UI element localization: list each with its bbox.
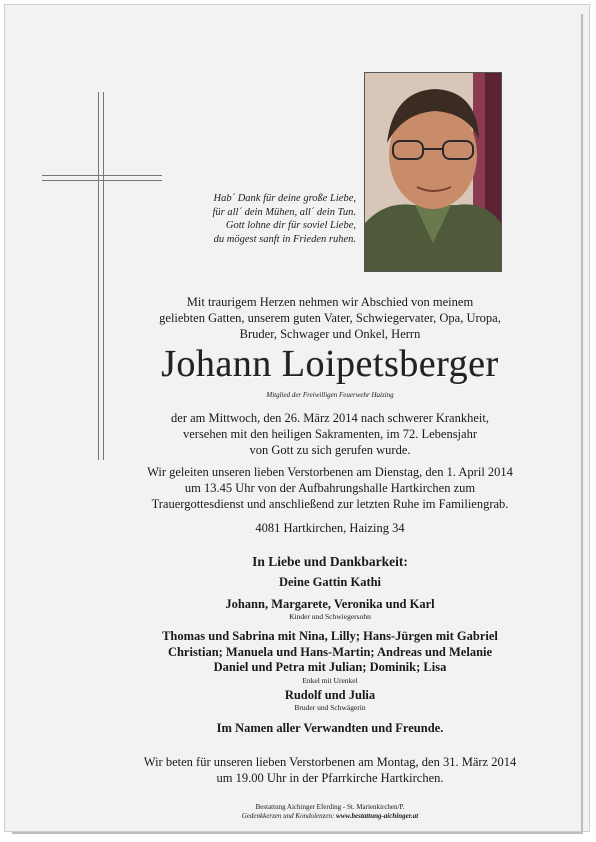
- deceased-name: Johann Loipetsberger: [161, 343, 499, 385]
- prayer-line: um 19.00 Uhr in der Pfarrkirche Hartkirchen.: [216, 771, 444, 785]
- grandchildren-line: Christian; Manuela und Hans-Martin; Andreas und Melanie: [167, 644, 493, 659]
- undertaker-name: Bestattung Aichinger Eferding - St. Marienkirchen/P.: [255, 803, 405, 811]
- poem-line: für all´ dein Mühen, all´ dein Tun.: [212, 206, 356, 218]
- intro-line: geliebten Gatten, unserem guten Vater, Schwiegervater, Opa, Uropa,: [159, 311, 501, 325]
- memorial-poem: [160, 192, 356, 246]
- grandchildren-line: Daniel und Petra mit Julian; Dominik; Lisa: [213, 660, 447, 674]
- death-notice-line: der am Mittwoch, den 26. März 2014 nach schwerer Krankheit,: [171, 411, 489, 425]
- grandchildren-names: [90, 629, 570, 676]
- funeral-line: Wir geleiten unseren lieben Verstorbenen am Dienstag, den 1. April 2014: [147, 465, 513, 479]
- wife-name: Deine Gattin Kathi: [278, 575, 382, 589]
- grandchildren-line: Thomas und Sabrina mit Nina, Lilly; Hans-Jürgen mit Gabriel: [162, 629, 498, 643]
- intro-line: Bruder, Schwager und Onkel, Herrn: [239, 327, 421, 341]
- portrait-illustration: [365, 73, 501, 271]
- poem-line: du mögest sanft in Frieden ruhen.: [213, 233, 356, 245]
- funeral-details: [90, 464, 570, 512]
- portrait-photo: [364, 72, 502, 272]
- closing-line: Im Namen aller Verwandten und Freunde.: [216, 721, 444, 735]
- death-notice-line: von Gott zu sich gerufen wurde.: [249, 443, 411, 457]
- footer: [90, 803, 570, 821]
- prayer-notice: [90, 754, 570, 786]
- siblings-note: Bruder und Schwägerin: [294, 703, 366, 712]
- children-names: Johann, Margarete, Veronika und Karl: [225, 597, 435, 611]
- poem-line: Gott lohne dir für soviel Liebe,: [225, 220, 356, 231]
- home-address: 4081 Hartkirchen, Haizing 34: [255, 521, 405, 535]
- intro-line: Mit traurigem Herzen nehmen wir Abschied von meinem: [186, 295, 474, 309]
- children-note: Kinder und Schwiegersohn: [289, 612, 371, 621]
- intro-text: [90, 294, 570, 342]
- death-notice-line: versehen mit den heiligen Sakramenten, im 72. Lebensjahr: [182, 427, 477, 441]
- website-link[interactable]: www.bestattung-aichinger.at: [336, 812, 419, 820]
- funeral-line: um 13.45 Uhr von der Aufbahrungshalle Hartkirchen zum: [184, 481, 476, 495]
- prayer-line: Wir beten für unseren lieben Verstorbenen am Montag, den 31. März 2014: [143, 755, 517, 769]
- cross-vertical-beam: [98, 92, 104, 460]
- condolence-label: Gedenkkerzen und Kondolenzen:: [241, 812, 335, 820]
- poem-line: Hab´ Dank für deine große Liebe,: [213, 193, 356, 204]
- funeral-line: Trauergottesdienst und anschließend zur letzten Ruhe im Familiengrab.: [151, 497, 509, 511]
- grandchildren-note: Enkel mit Urenkel: [302, 676, 358, 685]
- mourners-heading: In Liebe und Dankbarkeit:: [252, 554, 408, 569]
- membership-note: Mitglied der Freiwilligen Feuerwehr Haizing: [266, 391, 394, 399]
- cross-horizontal-beam: [42, 175, 162, 181]
- death-notice: [90, 410, 570, 458]
- siblings-names: Rudolf und Julia: [284, 688, 376, 702]
